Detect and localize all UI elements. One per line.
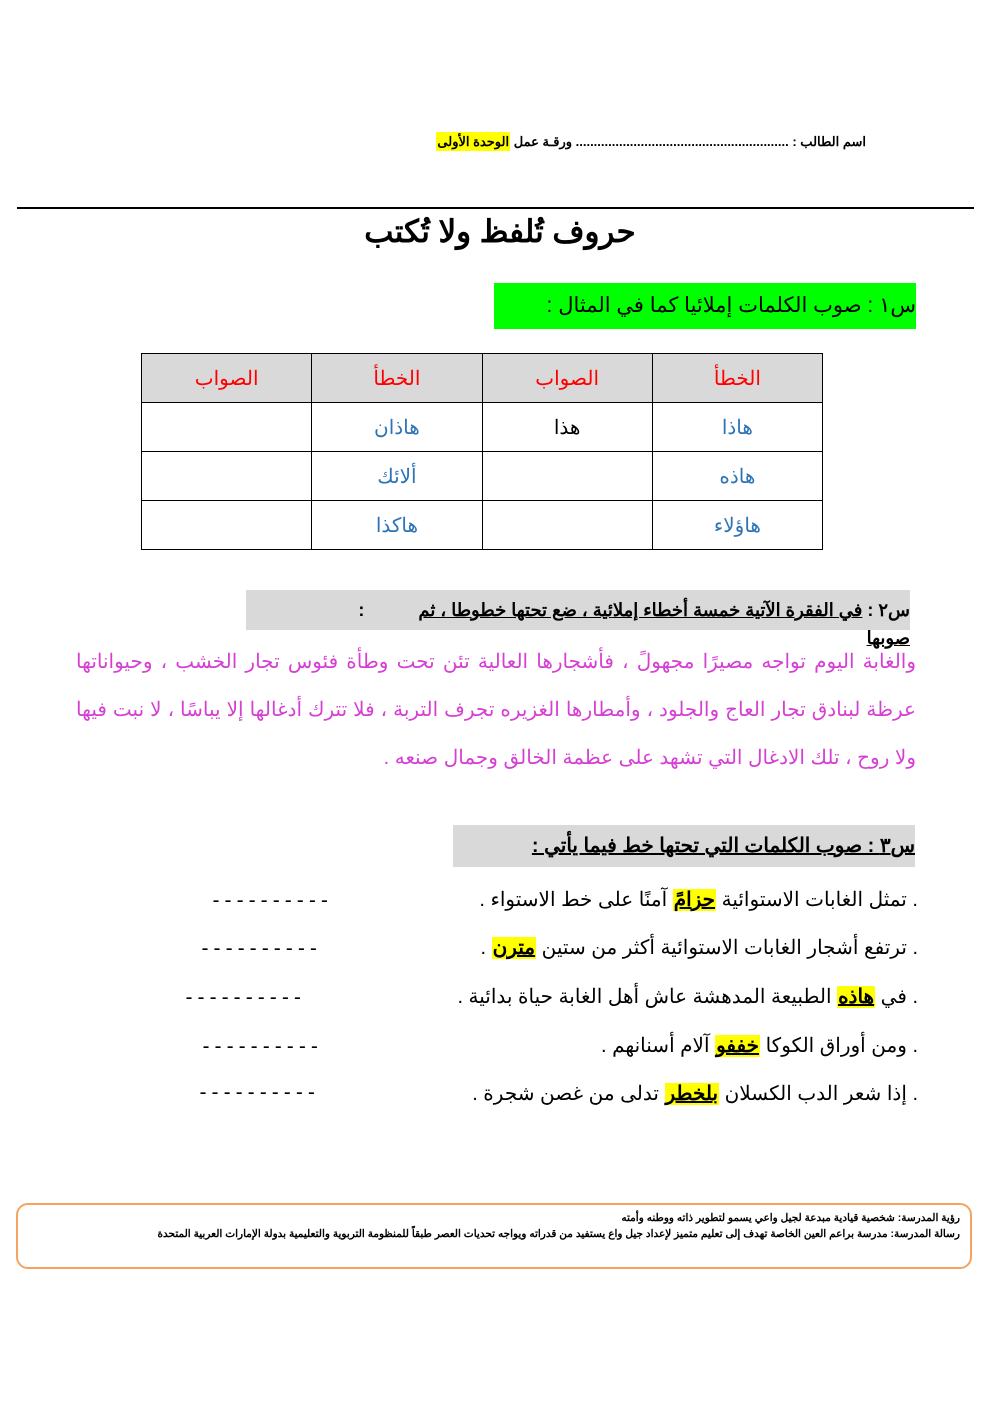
student-name-label: اسم الطالب : bbox=[792, 134, 866, 149]
sentence-text: . إذا شعر الدب الكسلان bbox=[719, 1083, 918, 1105]
wrong-word-cell: هاذا bbox=[652, 403, 822, 452]
highlighted-word: خففو bbox=[716, 1035, 760, 1057]
answer-cell[interactable] bbox=[142, 452, 312, 501]
answer-blank[interactable]: ---------- bbox=[210, 888, 331, 912]
sentence-text: . ترتفع أشجار الغابات الاستوائية أكثر من ستين bbox=[536, 937, 918, 959]
highlighted-word: مترن bbox=[492, 937, 536, 959]
wrong-word-cell: ألائك bbox=[312, 452, 482, 501]
correction-table bbox=[141, 353, 823, 550]
table-header-cell: الخطأ bbox=[652, 354, 822, 403]
table-row bbox=[142, 403, 823, 452]
table-header-cell: الصواب bbox=[142, 354, 312, 403]
wrong-word-cell: هاكذا bbox=[312, 501, 482, 550]
header-divider bbox=[17, 207, 974, 209]
school-footer bbox=[16, 1203, 972, 1269]
wrong-word-cell: هاذه bbox=[652, 452, 822, 501]
question-2-continuation: صوبها bbox=[866, 628, 910, 648]
answer-cell[interactable]: هذا bbox=[482, 403, 652, 452]
answer-blank[interactable]: ---------- bbox=[197, 1080, 318, 1104]
table-header-cell: الخطأ bbox=[312, 354, 482, 403]
sentence-text: آلام أسنانهم . bbox=[600, 1035, 716, 1057]
question-1-label: س١ : صوب الكلمات إملائيا كما في المثال : bbox=[494, 283, 916, 329]
student-name-blank[interactable]: ........................................................... bbox=[575, 134, 789, 149]
question-2-label bbox=[246, 590, 910, 630]
highlighted-word: حزامً bbox=[673, 889, 716, 911]
answer-blank[interactable]: ---------- bbox=[199, 936, 320, 960]
question-3-label: س٣ : صوب الكلمات التي تحتها خط فيما يأتي : bbox=[453, 825, 915, 867]
highlighted-word: بلخطر bbox=[665, 1083, 719, 1105]
student-header bbox=[230, 128, 866, 156]
sentence-text: . تمثل الغابات الاستوائية bbox=[716, 889, 918, 911]
page-title: حروف تُلفظ ولا تُكتب bbox=[364, 214, 636, 249]
question-2-text: في الفقرة الآتية خمسة أخطاء إملائية ، ضع تحتها خطوطا ، ثم bbox=[418, 600, 863, 620]
sentence-1 bbox=[479, 880, 918, 920]
question-2-colon: : bbox=[358, 600, 365, 620]
answer-cell[interactable] bbox=[482, 501, 652, 550]
wrong-word-cell: هاذان bbox=[312, 403, 482, 452]
wrong-word-cell: هاؤلاء bbox=[652, 501, 822, 550]
table-header-cell: الصواب bbox=[482, 354, 652, 403]
answer-blank[interactable]: ---------- bbox=[200, 1034, 321, 1058]
answer-cell[interactable] bbox=[142, 403, 312, 452]
sentence-text: آمنًا على خط الاستواء . bbox=[479, 889, 673, 911]
sheet-label: ورقـة عمل bbox=[513, 134, 572, 149]
sentence-2 bbox=[480, 928, 918, 968]
answer-cell[interactable] bbox=[482, 452, 652, 501]
sentence-text: . bbox=[480, 937, 492, 959]
school-vision: رؤية المدرسة: شخصية قيادية مبدعة لجيل واعي يسمو لتطوير ذاته ووطنه وأمته bbox=[621, 1212, 960, 1224]
sentence-text: الطبيعة المدهشة عاش أهل الغابة حياة بدائية . bbox=[457, 986, 838, 1008]
sentence-4 bbox=[601, 1026, 918, 1066]
answer-blank[interactable]: ---------- bbox=[183, 985, 304, 1009]
answer-cell[interactable] bbox=[142, 501, 312, 550]
question-2-prefix: س٢ : bbox=[862, 600, 910, 620]
table-row bbox=[142, 501, 823, 550]
sentence-3 bbox=[457, 977, 918, 1017]
sentence-text: . ومن أوراق الكوكا bbox=[760, 1035, 918, 1057]
unit-label: الوحدة الأولى bbox=[437, 134, 510, 149]
sentence-5 bbox=[472, 1074, 918, 1114]
table-header-row bbox=[142, 354, 823, 403]
error-paragraph: والغابة اليوم تواجه مصيرًا مجهولً ، فأشجارها العالية تئن تحت وطأة فئوس تجار الخشب ، وحيواناتها عرظة لبنادق تجار العاج والجلود ، وأمطارها الغزيره تجرف التربة ، فلا تترك أدغالها إلا يباسًا ، لا نبت فيها ولا روح ، تلك الادغال التي تشهد على عظمة الخالق وجمال صنعه . bbox=[76, 651, 916, 769]
sentence-text: . في bbox=[875, 986, 918, 1008]
school-mission: رسالة المدرسة: مدرسة براعم العين الخاصة تهدف إلى تعليم متميز لإعداد جيل واع يستفيد من قدراته ويواجه تحديات العصر طبقاً للمنظومة التربوية والتعليمية بدولة الإمارات العربية المتحدة bbox=[157, 1228, 960, 1240]
highlighted-word: هاذه bbox=[838, 986, 875, 1008]
table-row bbox=[142, 452, 823, 501]
sentence-text: تدلى من غصن شجرة . bbox=[472, 1083, 665, 1105]
